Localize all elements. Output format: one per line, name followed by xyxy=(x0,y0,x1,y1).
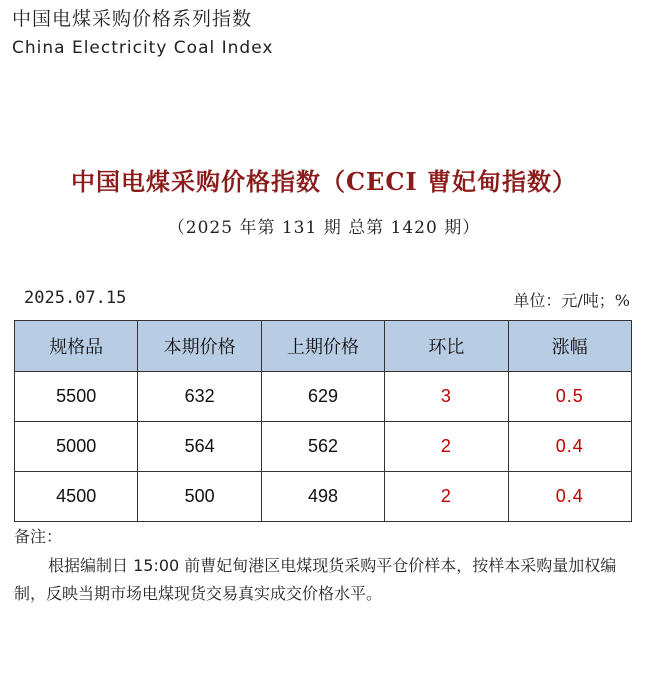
cell-spec: 5000 xyxy=(15,422,138,472)
cell-current: 632 xyxy=(138,372,261,422)
cell-change: 3 xyxy=(385,372,508,422)
table-row xyxy=(15,372,632,422)
unit-label: 单位：元/吨；% xyxy=(513,291,630,310)
cell-previous: 562 xyxy=(261,422,384,472)
cell-pct: 0.5 xyxy=(508,372,631,422)
column-header-pct: 涨幅 xyxy=(508,321,631,372)
column-header-previous: 上期价格 xyxy=(261,321,384,372)
notes-title: 备注： xyxy=(14,527,63,546)
cell-change: 2 xyxy=(385,422,508,472)
column-header-spec: 规格品 xyxy=(15,321,138,372)
price-table xyxy=(14,320,632,522)
report-date: 2025.07.15 xyxy=(24,288,127,308)
report-issue: （2025 年第 131 期 总第 1420 期） xyxy=(167,218,481,238)
cell-spec: 4500 xyxy=(15,472,138,522)
cell-pct: 0.4 xyxy=(508,472,631,522)
header-title-en: China Electricity Coal Index xyxy=(12,38,274,58)
cell-spec: 5500 xyxy=(15,372,138,422)
report-title: 中国电煤采购价格指数（CECI 曹妃甸指数） xyxy=(70,167,578,196)
header-title-cn: 中国电煤采购价格系列指数 xyxy=(12,8,253,30)
cell-current: 564 xyxy=(138,422,261,472)
table-row xyxy=(15,472,632,522)
cell-current: 500 xyxy=(138,472,261,522)
column-header-change: 环比 xyxy=(385,321,508,372)
column-header-current: 本期价格 xyxy=(138,321,261,372)
table-header-row xyxy=(15,321,632,372)
cell-previous: 498 xyxy=(261,472,384,522)
cell-change: 2 xyxy=(385,472,508,522)
table-row xyxy=(15,422,632,472)
cell-pct: 0.4 xyxy=(508,422,631,472)
notes-body: 根据编制日 15:00 前曹妃甸港区电煤现货采购平仓价样本，按样本采购量加权编制，反映当期市场电煤现货交易真实成交价格水平。 xyxy=(14,556,617,603)
cell-previous: 629 xyxy=(261,372,384,422)
